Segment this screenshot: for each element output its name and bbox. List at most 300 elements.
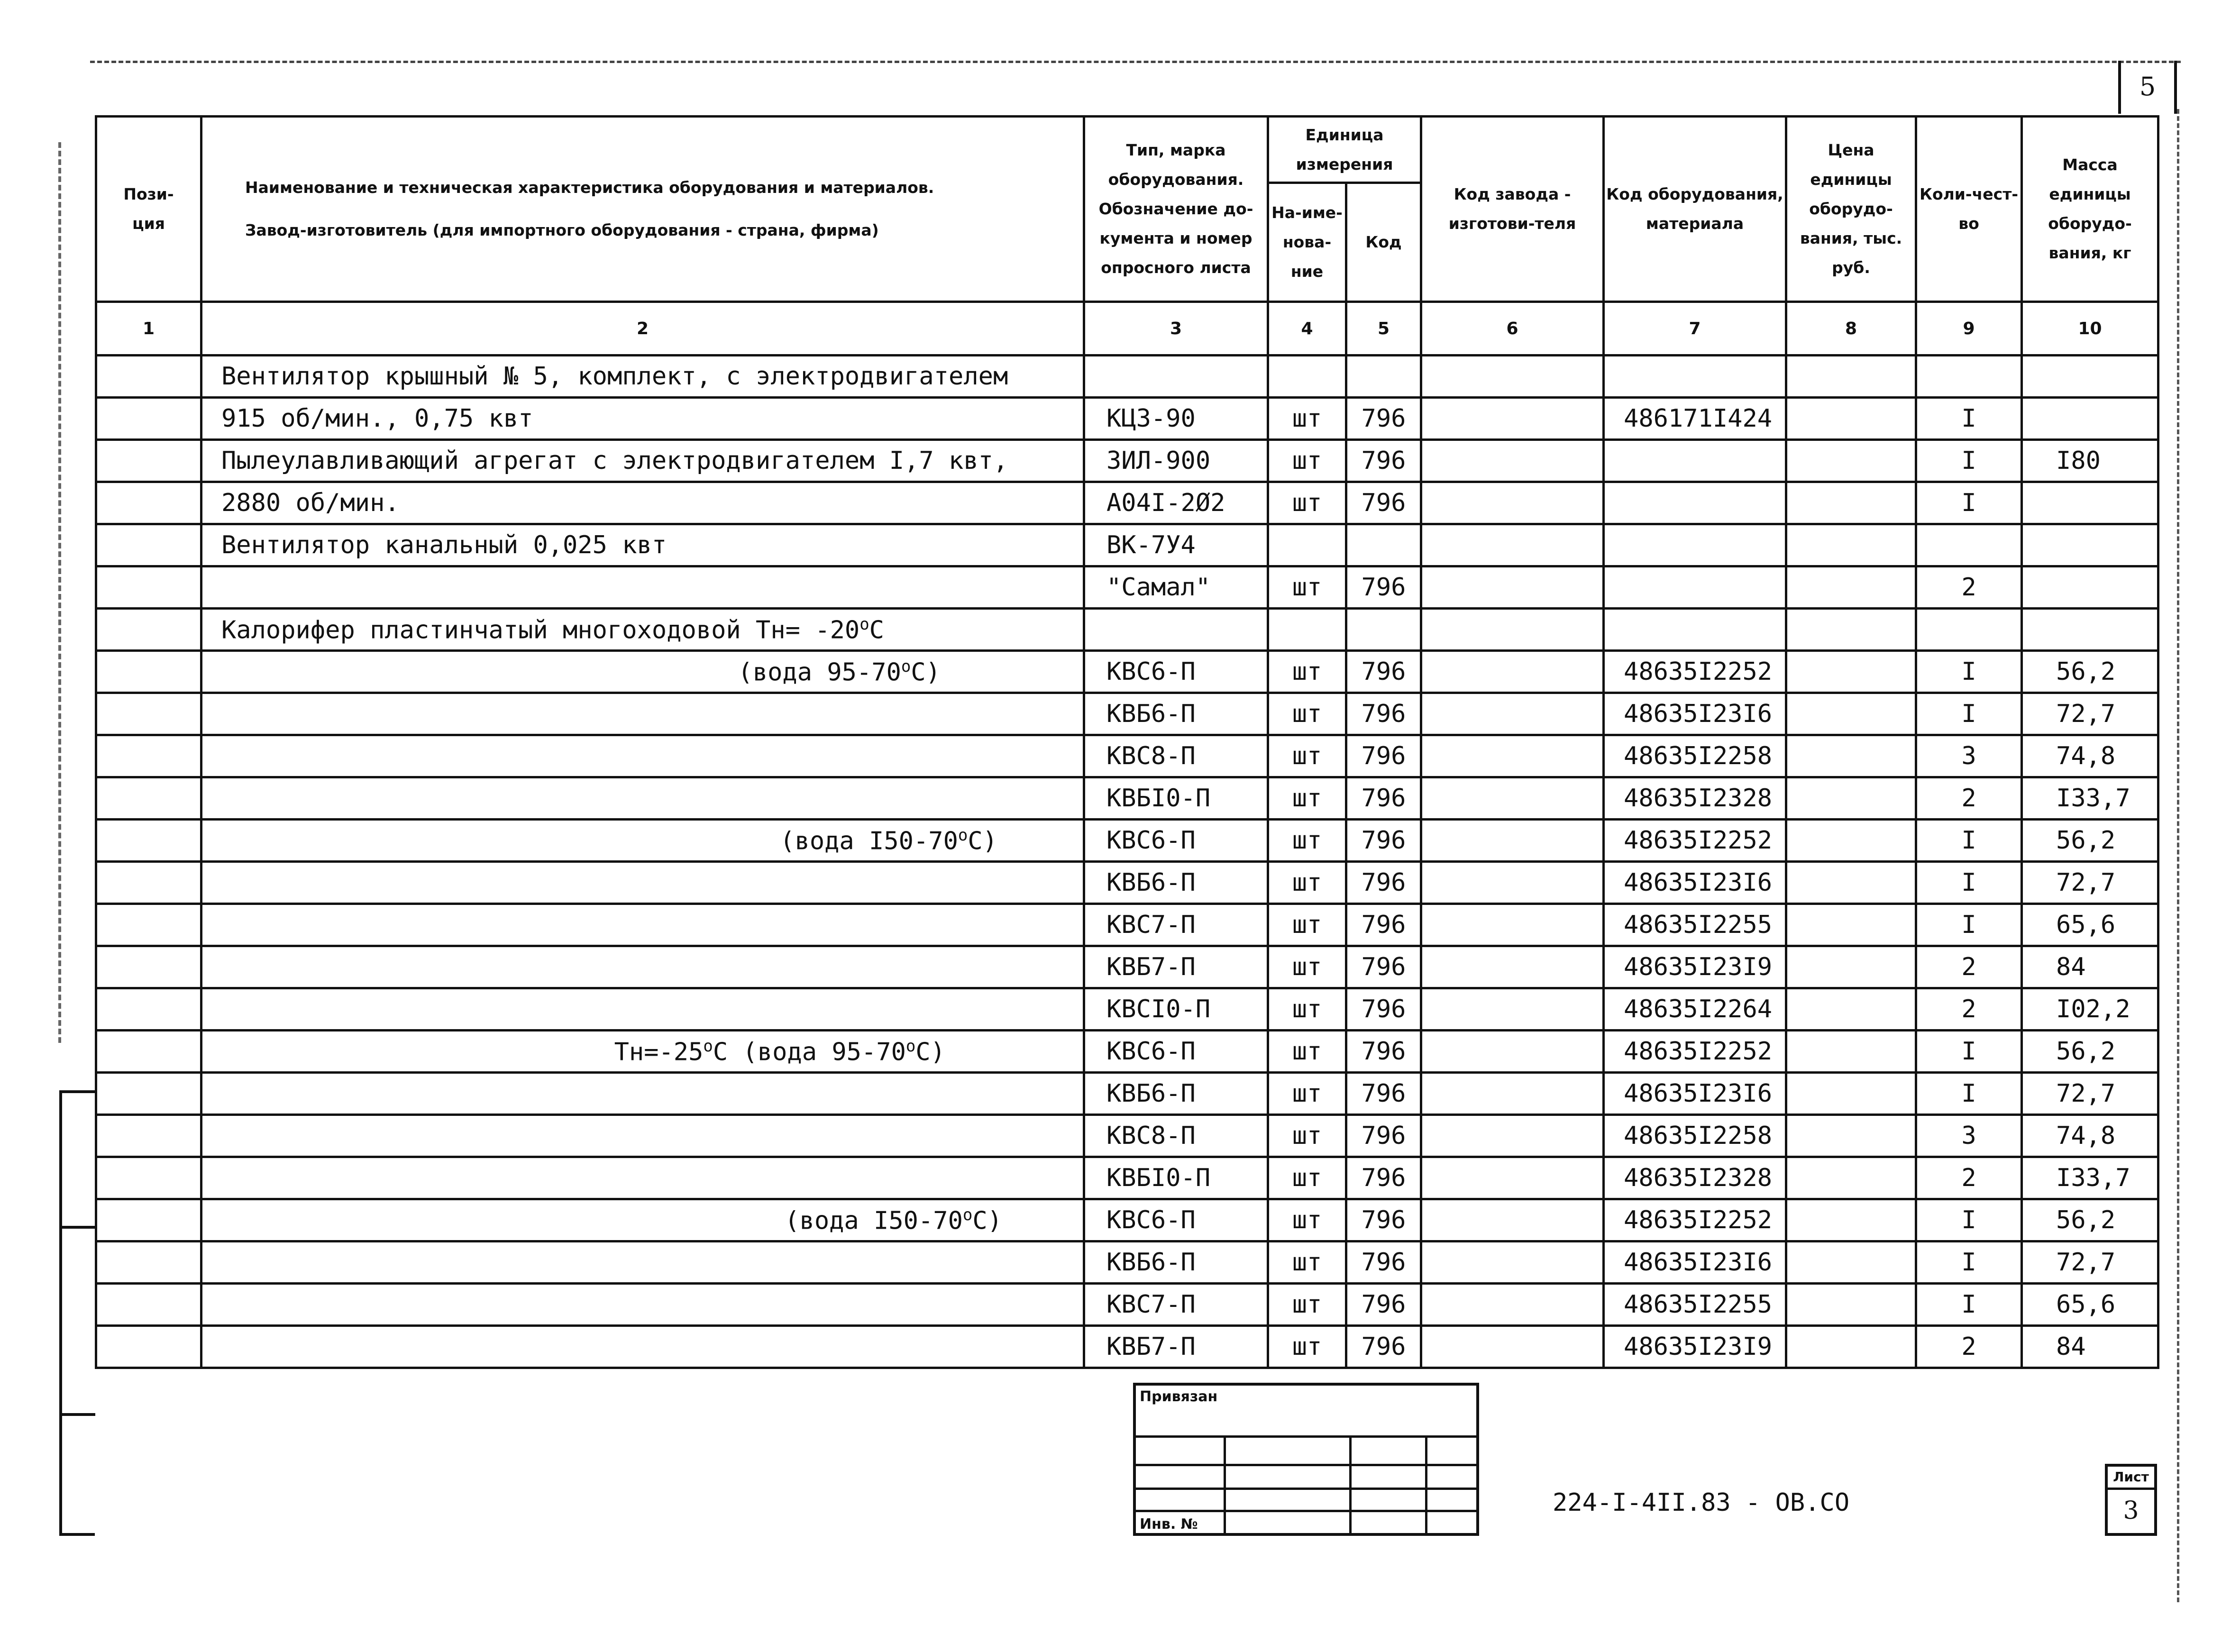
cell-mass: 84 [2022, 946, 2158, 988]
header-quantity: Коли-чест-во [1916, 117, 2022, 302]
cell-mass: 56,2 [2022, 651, 2158, 693]
header-name [201, 117, 1084, 302]
cell-mass: 72,7 [2022, 862, 2158, 904]
cell-position [96, 1115, 201, 1157]
header-price: Цена единицы оборудо-вания, тыс. руб. [1786, 117, 1916, 302]
cell-quantity: I [1916, 862, 2022, 904]
cell-equipment-code: 48635I2258 [1604, 1115, 1786, 1157]
cell-price [1786, 1326, 1916, 1368]
cell-type: ВК-7У4 [1084, 524, 1268, 566]
cell-unit-code: 796 [1346, 1326, 1421, 1368]
column-number: 10 [2022, 302, 2158, 356]
cell-unit-code: 796 [1346, 1199, 1421, 1241]
cell-quantity: 2 [1916, 777, 2022, 820]
cell-name [201, 946, 1084, 988]
cell-position [96, 904, 201, 946]
cell-quantity: 3 [1916, 1115, 2022, 1157]
cell-quantity [1916, 609, 2022, 651]
cell-name: (вода I50-70$^o$С) [201, 820, 1084, 862]
table-row [96, 398, 2158, 440]
cell-unit-code: 796 [1346, 862, 1421, 904]
cell-unit: шт [1268, 1241, 1346, 1284]
cell-unit-code: 796 [1346, 1073, 1421, 1115]
column-number: 7 [1604, 302, 1786, 356]
cell-position [96, 566, 201, 609]
cell-factory-code [1421, 482, 1604, 524]
cell-quantity: 2 [1916, 946, 2022, 988]
cell-name: Вентилятор канальный 0,025 квт [201, 524, 1084, 566]
cell-factory-code [1421, 609, 1604, 651]
header-unit-name: На-име-нова-ние [1268, 183, 1346, 302]
cell-quantity: I [1916, 904, 2022, 946]
approval-stamp-grid [1133, 1383, 1479, 1536]
cell-type: КВС7-П [1084, 904, 1268, 946]
cell-price [1786, 820, 1916, 862]
table-row [96, 946, 2158, 988]
cell-unit-code: 796 [1346, 398, 1421, 440]
cell-position [96, 1157, 201, 1199]
cell-quantity: I [1916, 398, 2022, 440]
cell-type [1084, 356, 1268, 398]
cell-mass: 65,6 [2022, 1284, 2158, 1326]
cell-mass: 74,8 [2022, 735, 2158, 777]
cell-equipment-code: 48635I2255 [1604, 904, 1786, 946]
cell-mass: 65,6 [2022, 904, 2158, 946]
cell-position [96, 609, 201, 651]
cell-name: Пылеулавливающий агрегат с электродвигателем I,7 квт, [201, 440, 1084, 482]
cell-unit-code: 796 [1346, 651, 1421, 693]
cell-type: КВБ6-П [1084, 1073, 1268, 1115]
cell-equipment-code: 48635I2252 [1604, 820, 1786, 862]
cell-type: КВБ7-П [1084, 1326, 1268, 1368]
cell-position [96, 398, 201, 440]
header-name-line2: Завод-изготовитель (для импортного оборудования - страна, фирма) [245, 221, 879, 239]
cell-name [201, 862, 1084, 904]
cell-factory-code [1421, 1115, 1604, 1157]
cell-equipment-code [1604, 566, 1786, 609]
cell-name: (вода 95-70$^o$С) [201, 651, 1084, 693]
cell-type: КВС8-П [1084, 1115, 1268, 1157]
header-unit-code: Код [1346, 183, 1421, 302]
cell-equipment-code: 48635I23I6 [1604, 862, 1786, 904]
cell-equipment-code [1604, 356, 1786, 398]
cell-price [1786, 482, 1916, 524]
cell-type: КВСI0-П [1084, 988, 1268, 1031]
cell-factory-code [1421, 1199, 1604, 1241]
cell-price [1786, 693, 1916, 735]
cell-type [1084, 609, 1268, 651]
cell-mass [2022, 524, 2158, 566]
cell-mass: 56,2 [2022, 1199, 2158, 1241]
cell-type: КВС6-П [1084, 1031, 1268, 1073]
cell-factory-code [1421, 651, 1604, 693]
cell-price [1786, 1115, 1916, 1157]
cell-position [96, 524, 201, 566]
cell-price [1786, 862, 1916, 904]
table-row [96, 735, 2158, 777]
cell-mass: 56,2 [2022, 1031, 2158, 1073]
page-number: 5 [2118, 61, 2177, 114]
cell-name [201, 566, 1084, 609]
column-number: 6 [1421, 302, 1604, 356]
cell-type: КВБI0-П [1084, 777, 1268, 820]
cell-quantity [1916, 356, 2022, 398]
column-number: 9 [1916, 302, 2022, 356]
cell-factory-code [1421, 904, 1604, 946]
cell-unit-code: 796 [1346, 777, 1421, 820]
table-row [96, 1241, 2158, 1284]
table-row [96, 1157, 2158, 1199]
cell-mass [2022, 356, 2158, 398]
table-row [96, 862, 2158, 904]
cell-quantity: I [1916, 651, 2022, 693]
cell-name [201, 1241, 1084, 1284]
cell-position [96, 440, 201, 482]
cell-equipment-code: 48635I23I6 [1604, 693, 1786, 735]
table-row [96, 1031, 2158, 1073]
sheet-number: 3 [2123, 1497, 2139, 1525]
cell-position [96, 1031, 201, 1073]
cell-price [1786, 1199, 1916, 1241]
header-name-line1: Наименование и техническая характеристика оборудования и материалов. [245, 178, 934, 197]
cell-unit: шт [1268, 988, 1346, 1031]
cell-mass: I02,2 [2022, 988, 2158, 1031]
cell-name [201, 904, 1084, 946]
cell-factory-code [1421, 1157, 1604, 1199]
cell-mass: 72,7 [2022, 693, 2158, 735]
cell-position [96, 482, 201, 524]
cell-factory-code [1421, 693, 1604, 735]
cell-equipment-code: 48635I2252 [1604, 1199, 1786, 1241]
cell-equipment-code: 48635I23I6 [1604, 1241, 1786, 1284]
header-unit-group: Единица измерения [1268, 117, 1421, 183]
cell-unit: шт [1268, 820, 1346, 862]
cell-factory-code [1421, 524, 1604, 566]
cell-type: КВБ6-П [1084, 862, 1268, 904]
sheet-label: Лист [2108, 1467, 2154, 1490]
cell-equipment-code [1604, 524, 1786, 566]
cell-type: КВС6-П [1084, 820, 1268, 862]
cell-name: 915 об/мин., 0,75 квт [201, 398, 1084, 440]
equipment-specification-table [95, 115, 2159, 1369]
column-number: 8 [1786, 302, 1916, 356]
cell-unit: шт [1268, 1073, 1346, 1115]
table-row [96, 1284, 2158, 1326]
table-row [96, 482, 2158, 524]
top-dashed-line [90, 61, 2181, 63]
cell-price [1786, 1031, 1916, 1073]
cell-factory-code [1421, 820, 1604, 862]
cell-quantity: I [1916, 440, 2022, 482]
cell-mass [2022, 398, 2158, 440]
cell-type: А04I-2Ø2 [1084, 482, 1268, 524]
table-row [96, 440, 2158, 482]
cell-unit-code: 796 [1346, 1241, 1421, 1284]
cell-name [201, 735, 1084, 777]
cell-quantity: I [1916, 693, 2022, 735]
cell-position [96, 693, 201, 735]
cell-price [1786, 1157, 1916, 1199]
cell-position [96, 988, 201, 1031]
header-factory-code: Код завода - изготови-теля [1421, 117, 1604, 302]
cell-type: КВБ7-П [1084, 946, 1268, 988]
document-number: 224-I-4II.83 - ОВ.СО [1553, 1488, 1850, 1517]
cell-equipment-code: 48635I2252 [1604, 651, 1786, 693]
header-position: Пози- ция [96, 117, 201, 302]
cell-name [201, 1115, 1084, 1157]
cell-price [1786, 1284, 1916, 1326]
table-row [96, 356, 2158, 398]
cell-price [1786, 1073, 1916, 1115]
cell-quantity: 2 [1916, 1157, 2022, 1199]
cell-unit-code: 796 [1346, 440, 1421, 482]
cell-position [96, 777, 201, 820]
cell-price [1786, 904, 1916, 946]
table-row [96, 777, 2158, 820]
table-row [96, 693, 2158, 735]
left-binding-marks [58, 142, 61, 1043]
cell-position [96, 1073, 201, 1115]
cell-unit: шт [1268, 777, 1346, 820]
cell-equipment-code: 48635I2252 [1604, 1031, 1786, 1073]
cell-quantity: I [1916, 820, 2022, 862]
column-number: 1 [96, 302, 201, 356]
cell-equipment-code: 48635I2258 [1604, 735, 1786, 777]
cell-name [201, 1073, 1084, 1115]
cell-name: Вентилятор крышный № 5, комплект, с электродвигателем [201, 356, 1084, 398]
table-row [96, 1326, 2158, 1368]
cell-equipment-code: 48635I2264 [1604, 988, 1786, 1031]
cell-unit: шт [1268, 1199, 1346, 1241]
cell-quantity: 2 [1916, 566, 2022, 609]
cell-unit: шт [1268, 735, 1346, 777]
cell-unit [1268, 524, 1346, 566]
cell-price [1786, 777, 1916, 820]
cell-position [96, 356, 201, 398]
cell-equipment-code [1604, 482, 1786, 524]
cell-unit-code: 796 [1346, 735, 1421, 777]
table-row [96, 1115, 2158, 1157]
cell-factory-code [1421, 1031, 1604, 1073]
cell-price [1786, 398, 1916, 440]
cell-unit: шт [1268, 482, 1346, 524]
cell-unit: шт [1268, 566, 1346, 609]
table-row [96, 566, 2158, 609]
cell-name [201, 1326, 1084, 1368]
table-row [96, 1073, 2158, 1115]
left-stamp-strip [59, 1090, 95, 1536]
cell-quantity: 2 [1916, 988, 2022, 1031]
cell-equipment-code: 48635I23I9 [1604, 1326, 1786, 1368]
cell-unit-code: 796 [1346, 1157, 1421, 1199]
cell-price [1786, 735, 1916, 777]
cell-unit-code: 796 [1346, 693, 1421, 735]
cell-position [96, 1241, 201, 1284]
table-row [96, 1199, 2158, 1241]
cell-position [96, 1199, 201, 1241]
cell-factory-code [1421, 1073, 1604, 1115]
cell-unit-code: 796 [1346, 1115, 1421, 1157]
cell-name: Калорифер пластинчатый многоходовой $Тн= -20^oС$ [201, 609, 1084, 651]
cell-type: КВБ6-П [1084, 693, 1268, 735]
cell-position [96, 735, 201, 777]
cell-unit-code: 796 [1346, 1031, 1421, 1073]
cell-quantity: I [1916, 1284, 2022, 1326]
cell-unit: шт [1268, 1326, 1346, 1368]
cell-price [1786, 440, 1916, 482]
cell-mass: 72,7 [2022, 1241, 2158, 1284]
cell-quantity: I [1916, 1199, 2022, 1241]
header-equipment-code: Код оборудования, материала [1604, 117, 1786, 302]
cell-type: КВБ6-П [1084, 1241, 1268, 1284]
right-dashed-line [2177, 109, 2179, 1602]
table-row [96, 820, 2158, 862]
column-number: 5 [1346, 302, 1421, 356]
cell-factory-code [1421, 566, 1604, 609]
cell-type: КВС6-П [1084, 1199, 1268, 1241]
cell-factory-code [1421, 735, 1604, 777]
cell-equipment-code: 486171I424 [1604, 398, 1786, 440]
cell-equipment-code [1604, 440, 1786, 482]
cell-quantity: I [1916, 1241, 2022, 1284]
table-row [96, 904, 2158, 946]
cell-mass: 72,7 [2022, 1073, 2158, 1115]
cell-price [1786, 1241, 1916, 1284]
cell-factory-code [1421, 946, 1604, 988]
cell-position [96, 946, 201, 988]
cell-name [201, 988, 1084, 1031]
cell-factory-code [1421, 356, 1604, 398]
cell-unit: шт [1268, 398, 1346, 440]
cell-name [201, 777, 1084, 820]
cell-position [96, 1284, 201, 1326]
column-number: 4 [1268, 302, 1346, 356]
cell-unit: шт [1268, 904, 1346, 946]
header-type: Тип, марка оборудования. Обозначение до-кумента и номер опросного листа [1084, 117, 1268, 302]
cell-unit [1268, 356, 1346, 398]
cell-unit: шт [1268, 862, 1346, 904]
cell-mass: 84 [2022, 1326, 2158, 1368]
table-row [96, 609, 2158, 651]
cell-name [201, 1157, 1084, 1199]
cell-type: ЗИЛ-900 [1084, 440, 1268, 482]
cell-name [201, 1284, 1084, 1326]
cell-type: КВС6-П [1084, 651, 1268, 693]
cell-unit: шт [1268, 440, 1346, 482]
cell-unit: шт [1268, 1284, 1346, 1326]
cell-price [1786, 988, 1916, 1031]
cell-unit-code [1346, 609, 1421, 651]
cell-unit: шт [1268, 693, 1346, 735]
cell-unit: шт [1268, 1157, 1346, 1199]
cell-unit-code: 796 [1346, 566, 1421, 609]
cell-factory-code [1421, 1326, 1604, 1368]
cell-equipment-code: 48635I23I6 [1604, 1073, 1786, 1115]
table-row [96, 651, 2158, 693]
cell-price [1786, 524, 1916, 566]
cell-mass: 56,2 [2022, 820, 2158, 862]
cell-mass: 74,8 [2022, 1115, 2158, 1157]
cell-unit: шт [1268, 1031, 1346, 1073]
cell-name: 2880 об/мин. [201, 482, 1084, 524]
table-row [96, 524, 2158, 566]
cell-factory-code [1421, 777, 1604, 820]
cell-factory-code [1421, 1284, 1604, 1326]
column-number: 3 [1084, 302, 1268, 356]
cell-type: КЦ3-90 [1084, 398, 1268, 440]
cell-factory-code [1421, 1241, 1604, 1284]
cell-type: КВС7-П [1084, 1284, 1268, 1326]
cell-equipment-code: 48635I2328 [1604, 1157, 1786, 1199]
cell-type: "Самал" [1084, 566, 1268, 609]
cell-mass: I33,7 [2022, 1157, 2158, 1199]
cell-price [1786, 946, 1916, 988]
cell-mass: I33,7 [2022, 777, 2158, 820]
cell-unit-code: 796 [1346, 946, 1421, 988]
cell-quantity: I [1916, 1031, 2022, 1073]
sheet-box [2105, 1464, 2157, 1536]
inventory-number-label: Инв. № [1140, 1516, 1198, 1533]
cell-factory-code [1421, 440, 1604, 482]
cell-unit-code: 796 [1346, 988, 1421, 1031]
cell-factory-code [1421, 398, 1604, 440]
column-number-row [96, 302, 2158, 356]
cell-mass [2022, 609, 2158, 651]
cell-mass [2022, 482, 2158, 524]
cell-unit-code [1346, 356, 1421, 398]
cell-quantity: 3 [1916, 735, 2022, 777]
cell-unit: шт [1268, 651, 1346, 693]
cell-unit-code: 796 [1346, 1284, 1421, 1326]
cell-type: КВБI0-П [1084, 1157, 1268, 1199]
cell-unit: шт [1268, 1115, 1346, 1157]
cell-position [96, 1326, 201, 1368]
cell-unit-code [1346, 524, 1421, 566]
cell-position [96, 651, 201, 693]
cell-factory-code [1421, 988, 1604, 1031]
table-row [96, 988, 2158, 1031]
cell-position [96, 820, 201, 862]
header-mass: Масса единицы оборудо-вания, кг [2022, 117, 2158, 302]
cell-name: (вода I50-70$^o$С) [201, 1199, 1084, 1241]
cell-equipment-code: 48635I2255 [1604, 1284, 1786, 1326]
cell-price [1786, 566, 1916, 609]
cell-unit: шт [1268, 946, 1346, 988]
cell-quantity: 2 [1916, 1326, 2022, 1368]
cell-position [96, 862, 201, 904]
linked-label: Привязан [1140, 1388, 1218, 1405]
column-number: 2 [201, 302, 1084, 356]
cell-equipment-code: 48635I23I9 [1604, 946, 1786, 988]
cell-quantity: I [1916, 482, 2022, 524]
cell-price [1786, 356, 1916, 398]
cell-unit-code: 796 [1346, 482, 1421, 524]
cell-factory-code [1421, 862, 1604, 904]
cell-quantity: I [1916, 1073, 2022, 1115]
cell-quantity [1916, 524, 2022, 566]
cell-price [1786, 609, 1916, 651]
cell-name: $Тн=-25^oС$ (вода 95-70$^o$С) [201, 1031, 1084, 1073]
cell-unit-code: 796 [1346, 820, 1421, 862]
cell-equipment-code: 48635I2328 [1604, 777, 1786, 820]
cell-mass [2022, 566, 2158, 609]
cell-unit-code: 796 [1346, 904, 1421, 946]
cell-equipment-code [1604, 609, 1786, 651]
cell-name [201, 693, 1084, 735]
cell-mass: I80 [2022, 440, 2158, 482]
cell-price [1786, 651, 1916, 693]
cell-unit [1268, 609, 1346, 651]
